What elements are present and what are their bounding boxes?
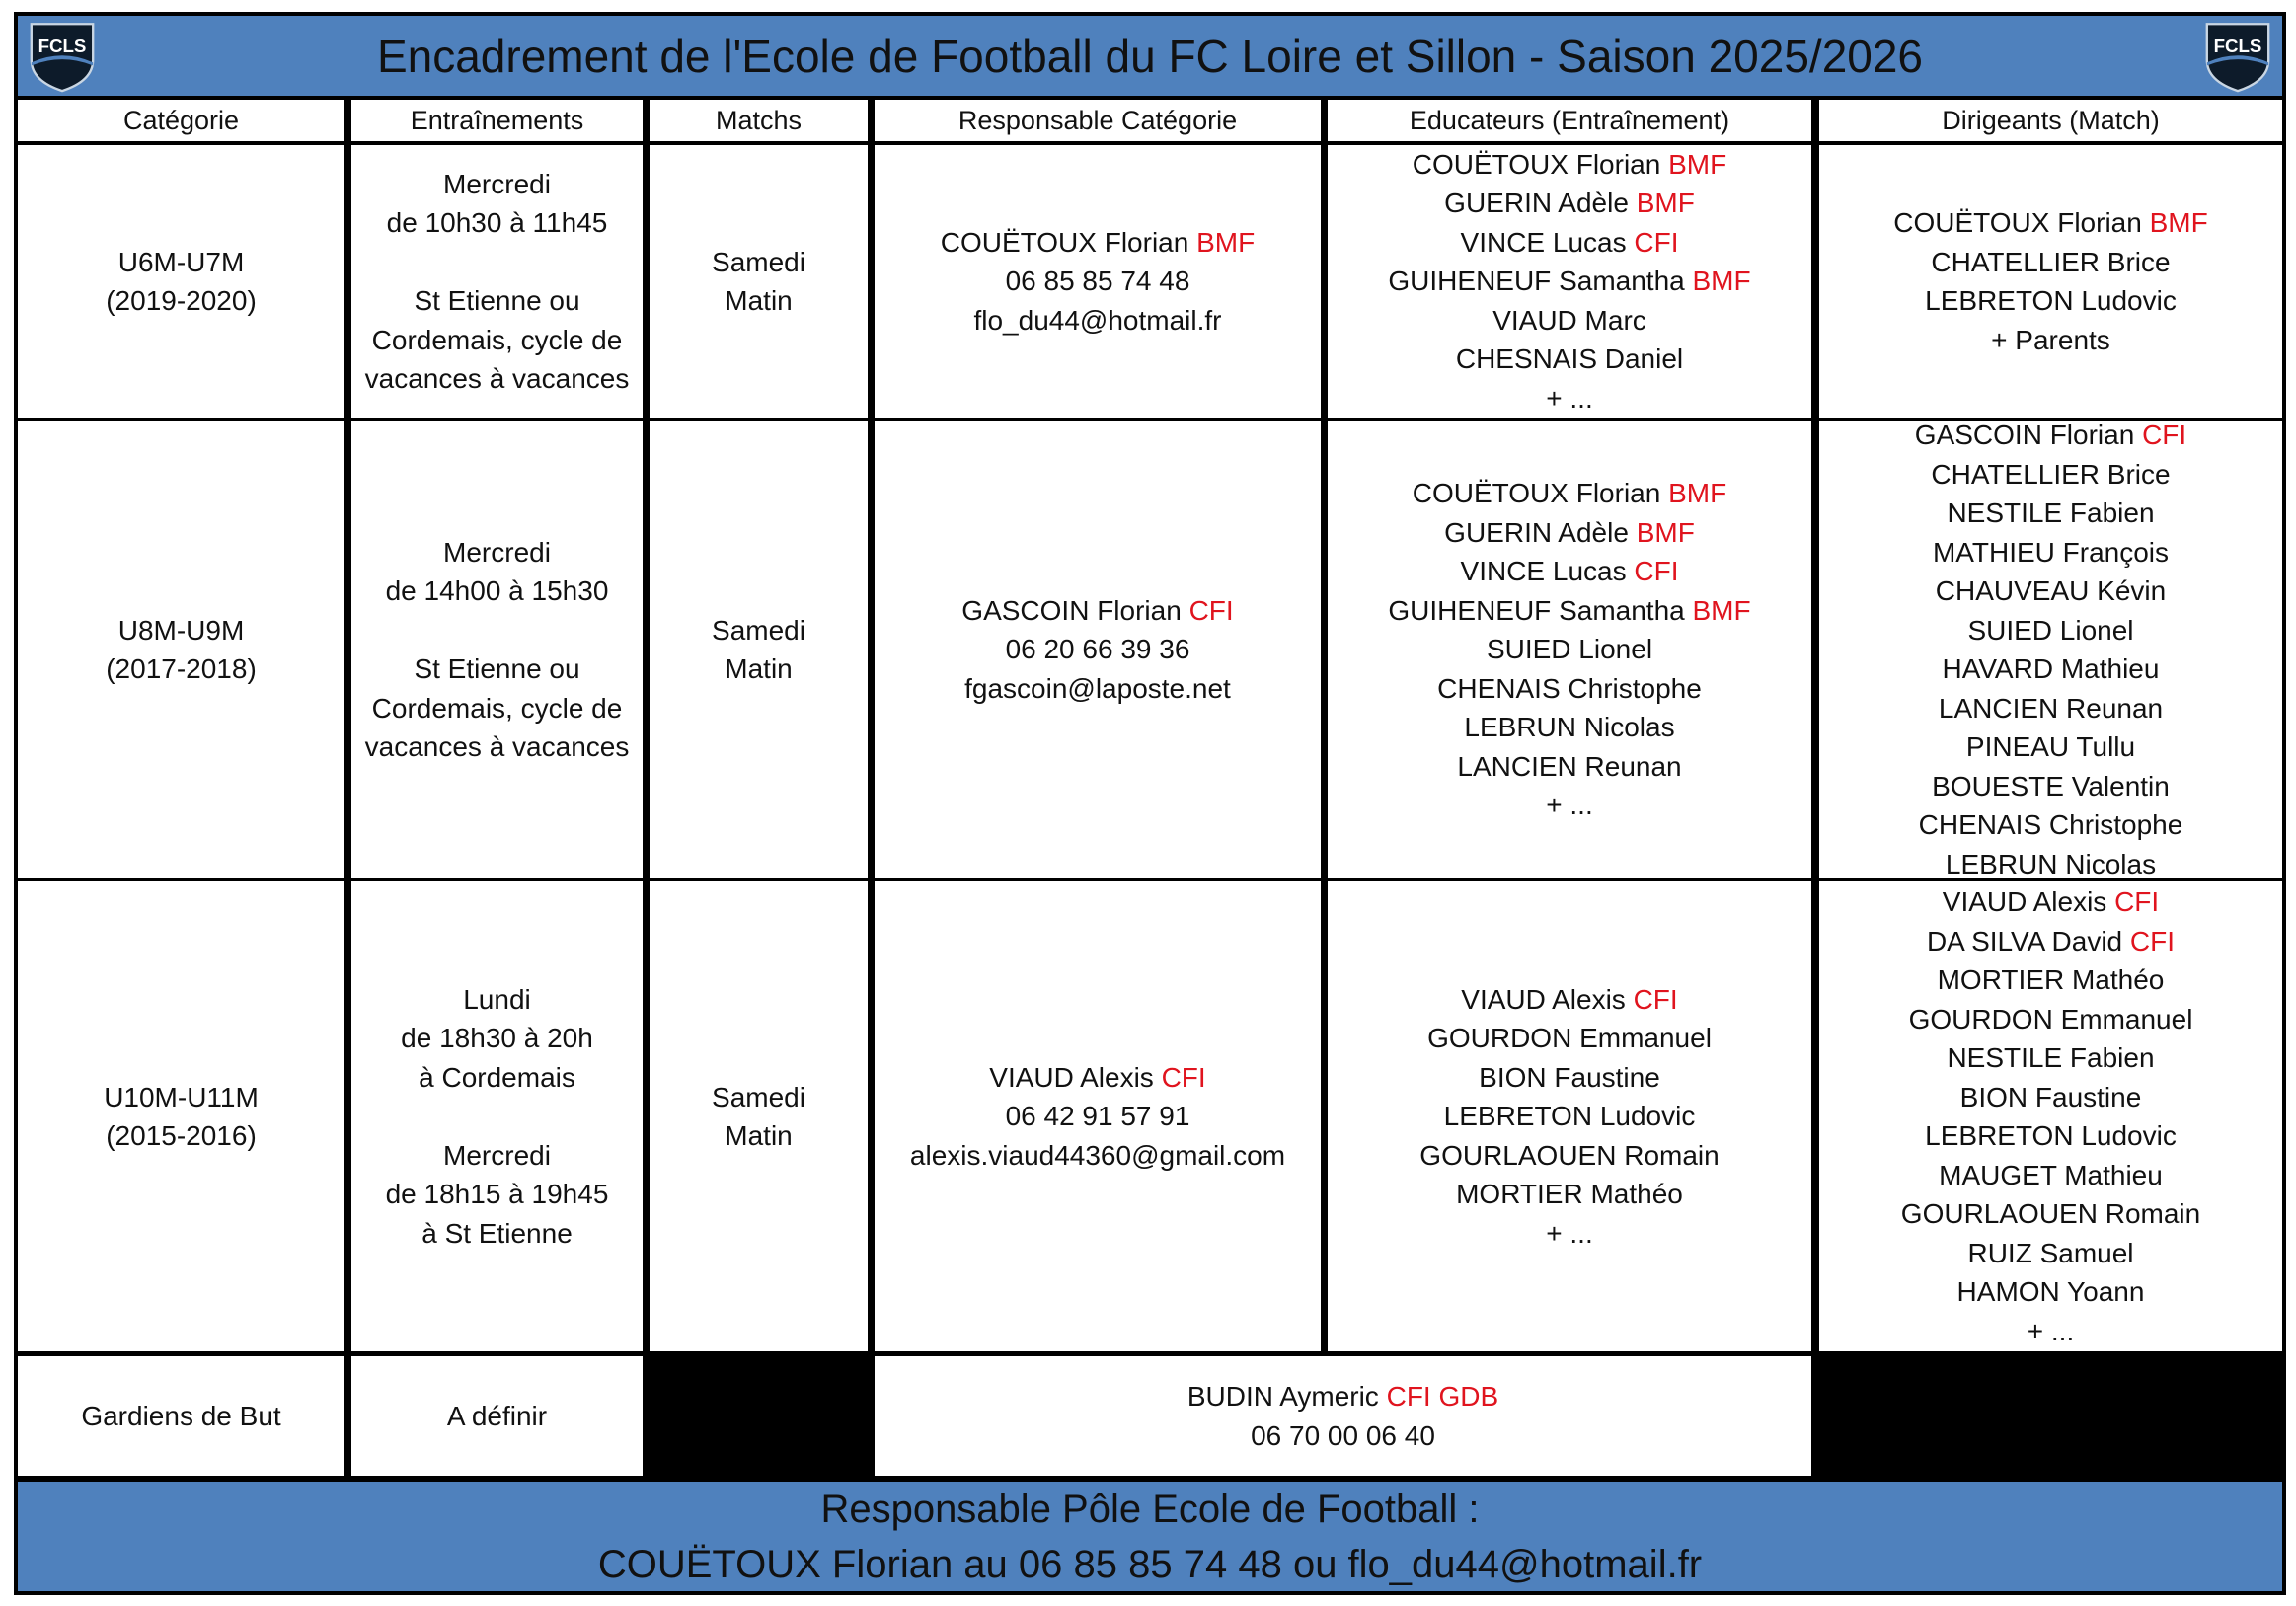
row1-educators: COUËTOUX Florian BMF GUERIN Adèle BMF VINCE Lucas CFI GUIHENEUF Samantha BMF VIAUD Marc CHESNAIS Daniel + ... <box>1328 145 1811 418</box>
footer-banner <box>18 1482 2282 1591</box>
header-matches: Matchs <box>650 100 868 141</box>
header-manager: Responsable Catégorie <box>875 100 1321 141</box>
row1-manager: COUËTOUX Florian BMF 06 85 85 74 48 flo_du44@hotmail.fr <box>875 145 1321 418</box>
row3-category: U10M-U11M (2015-2016) <box>18 881 344 1351</box>
header-category: Catégorie <box>18 100 344 141</box>
club-logo-left <box>24 18 101 95</box>
row2-manager-email: fgascoin@laposte.net <box>964 672 1231 704</box>
row1-matches: Samedi Matin <box>650 145 868 418</box>
row3-educators: VIAUD Alexis CFI GOURDON Emmanuel BION Faustine LEBRETON Ludovic GOURLAOUEN Romain MORTIER Mathéo + ... <box>1328 881 1811 1351</box>
row2-educators: COUËTOUX Florian BMF GUERIN Adèle BMF VINCE Lucas CFI GUIHENEUF Samantha BMF SUIED Lionel CHENAIS Christophe LEBRUN Nicolas LANCIEN Reunan + ... <box>1328 421 1811 878</box>
goalkeepers-manager: BUDIN Aymeric CFI GDB 06 70 00 06 40 <box>875 1356 1811 1476</box>
row1-category: U6M-U7M (2019-2020) <box>18 145 344 418</box>
goalkeepers-directors-blank <box>1819 1356 2282 1476</box>
page-title: Encadrement de l'Ecole de Football du FC Loire et Sillon - Saison 2025/2026 <box>376 30 1924 82</box>
club-logo-right <box>2199 18 2276 95</box>
footer-line1: Responsable Pôle Ecole de Football : <box>820 1487 1480 1531</box>
row2-matches: Samedi Matin <box>650 421 868 878</box>
row1-manager-email: flo_du44@hotmail.fr <box>973 304 1222 336</box>
goalkeepers-category: Gardiens de But <box>18 1356 344 1476</box>
row2-manager: GASCOIN Florian CFI 06 20 66 39 36 fgascoin@laposte.net <box>875 421 1321 878</box>
header-directors: Dirigeants (Match) <box>1819 100 2282 141</box>
row3-directors: VIAUD Alexis CFI DA SILVA David CFI MORTIER Mathéo GOURDON Emmanuel NESTILE Fabien BION Faustine LEBRETON Ludovic MAUGET Mathieu GOURLAOUEN Romain RUIZ Samuel HAMON Yoann + ... <box>1819 881 2282 1351</box>
header-training: Entraînements <box>351 100 643 141</box>
row3-manager-email: alexis.viaud44360@gmail.com <box>909 1139 1286 1171</box>
footer-line2: COUËTOUX Florian au 06 85 85 74 48 ou flo_du44@hotmail.fr <box>597 1542 1703 1586</box>
row3-matches: Samedi Matin <box>650 881 868 1351</box>
row2-directors: GASCOIN Florian CFI CHATELLIER Brice NESTILE Fabien MATHIEU François CHAUVEAU Kévin SUIED Lionel HAVARD Mathieu LANCIEN Reunan PINEAU Tullu BOUESTE Valentin CHENAIS Christophe LEBRUN Nicolas <box>1819 421 2282 878</box>
header-educators: Educateurs (Entraînement) <box>1328 100 1811 141</box>
row2-training: Mercredi de 14h00 à 15h30 St Etienne ou Cordemais, cycle de vacances à vacances <box>351 421 643 878</box>
row1-training: Mercredi de 10h30 à 11h45 St Etienne ou Cordemais, cycle de vacances à vacances <box>351 145 643 418</box>
row1-directors: COUËTOUX Florian BMF CHATELLIER Brice LEBRETON Ludovic + Parents <box>1819 145 2282 418</box>
svg-text:FCLS: FCLS <box>2213 36 2262 57</box>
goalkeepers-matches-blank <box>650 1356 868 1476</box>
row2-category: U8M-U9M (2017-2018) <box>18 421 344 878</box>
row3-training: Lundi de 18h30 à 20h à Cordemais Mercredi de 18h15 à 19h45 à St Etienne <box>351 881 643 1351</box>
svg-text:FCLS: FCLS <box>38 36 87 57</box>
row3-manager: VIAUD Alexis CFI 06 42 91 57 91 alexis.viaud44360@gmail.com <box>875 881 1321 1351</box>
roster-sheet <box>14 12 2286 1595</box>
goalkeepers-training: A définir <box>351 1356 643 1476</box>
title-banner <box>18 16 2282 96</box>
